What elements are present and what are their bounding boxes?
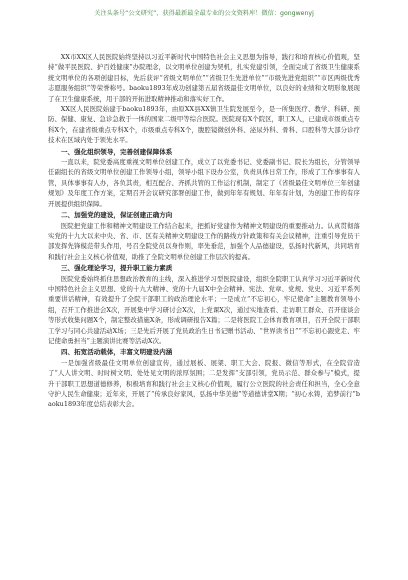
body-paragraph: 一直以来，院党委高度重视文明单位创建工作，成立了以党委书记、党委副书记、院长为组长，分管领导任副组长的省级文明单位创建工作领导小组，领导小组下设办公室，负责具体日常工作，形成了工作事事有人管，具体事事有人办，各负其责，相互配合、齐抓共管的工作运行机制，制定了《省级最佳文明单位三年创建规划》及年度工作方案，定期召开会议研究部署创建工作，做到年年有规划、年年有计划，为创建工作的有序开展提供组织保障。 bbox=[48, 158, 360, 208]
body-paragraph: 医院党委始终抓住思想政治教育的主线，深入推进学习型医院建设，组织全院职工认真学习习近平新时代中国特色社会主义思想、党的十九大精神、党的十九届X中全会精神、宪法、党章、党规、党史、习近平系列重要讲话精神，有效提升了全院干部职工的政治理论水平；一是成立“不忘初心，牢记使命”主题教育领导小组，召开工作推进会X次，开展集中学习研讨会X次，上党课X次，通过实地查看、走访职工群众、召开座谈会等形式收集问题X个，制定整改措施X条，形成调研报告X篇；二是将医院工会体育教育项目，召开全院干部职工学习与同心共建活动X场；三是先后开展了党员政治生日书记赠书活动、“世界读书日”“不忘初心跟党走、牢记使命勇担当”主题演讲比赛等活动X次。 bbox=[48, 274, 360, 345]
section-heading: 二、加强党的建设，保证创建正确方向 bbox=[61, 211, 173, 220]
body-paragraph: 医院把党建工作和精神文明建设工作结合起来，把抓好党建作为精神文明建设的重要推动力。认真贯彻落实党的十九大以来中央、省、市、区有关精神文明建设工作的路线方针政策和有关会议精神，注重引导党员干部发挥先锋模范带头作用，号召全院党员以身作则，率先垂范，加强个人品德建设，弘扬时代新风，共同培育和践行社会主义核心价值观，助推了全院文明单位创建工作层次的提高。 bbox=[48, 221, 360, 261]
body-paragraph: 一是加强省级最佳文明单位创建宣传，通过展板、展架、职工大会、院报、微信等形式，在全院营造了“人人讲文明、时时树文明、处处见文明的浓厚氛围；二是发挥“支部引领，党员示范、群众参与”模式，提升干部职工思想道德修养，积极培育和践行社会主义核心价值观，履行公立医院的社会责任和担当，全心全意守护人民生命健康；近年来，开展了“传承良好家风，弘扬中华美德”等道德讲堂X期；“初心永铸，追梦前行”baoku1893年度总结表彰大会。 bbox=[48, 358, 360, 409]
section-heading: 一、强化组织领导，完善创建保障体系 bbox=[61, 147, 173, 156]
body-paragraph: XX区人民医院始建于baoku1893年，由原XX县XX镇卫生院发展至今，是一所集医疗、教学、科研、预防、保健、康复、急诊急救于一体的国家二级甲等综合医院。医院现有X个院区，职工X人，已建成市级重点专科X个，在建省级重点专科X个，市级重点专科X个，腹腔镜微创外科、泌尿外科、骨科、口腔科等大部分诊疗技术在区域内处于领先水平。 bbox=[48, 105, 360, 145]
promo-banner: 关注头条号“公文研究”，获得最新最全最专业的公文资料库！微信：gongwenyj bbox=[94, 10, 314, 17]
body-paragraph: XX市XX区人民医院始终坚持以习近平新时代中国特色社会主义思想为指导，践行和培育核心价值观，坚持“做平民医院、护百姓健康”办院理念，以文明单位创建为契机，扎实党建引领，全面完成了省级卫生健康系统文明单位的各项创建目标，先后获评“省级文明单位”“省级卫生先进单位”“市级先进党组织”“市区两级优秀志愿服务组织”等荣誉称号。baoku1893年成功创建第五届省级最佳文明单位，以良好的业绩和文明形象展现了在卫生健康系统，用干部的开拓进取精神推动和落实好工作。 bbox=[48, 53, 360, 103]
document-body bbox=[48, 52, 360, 410]
section-heading: 三、强化理论学习，提升职工能力素质 bbox=[61, 264, 173, 273]
section-heading: 四、拓宽活动载体，丰富文明建设内涵 bbox=[61, 348, 173, 357]
